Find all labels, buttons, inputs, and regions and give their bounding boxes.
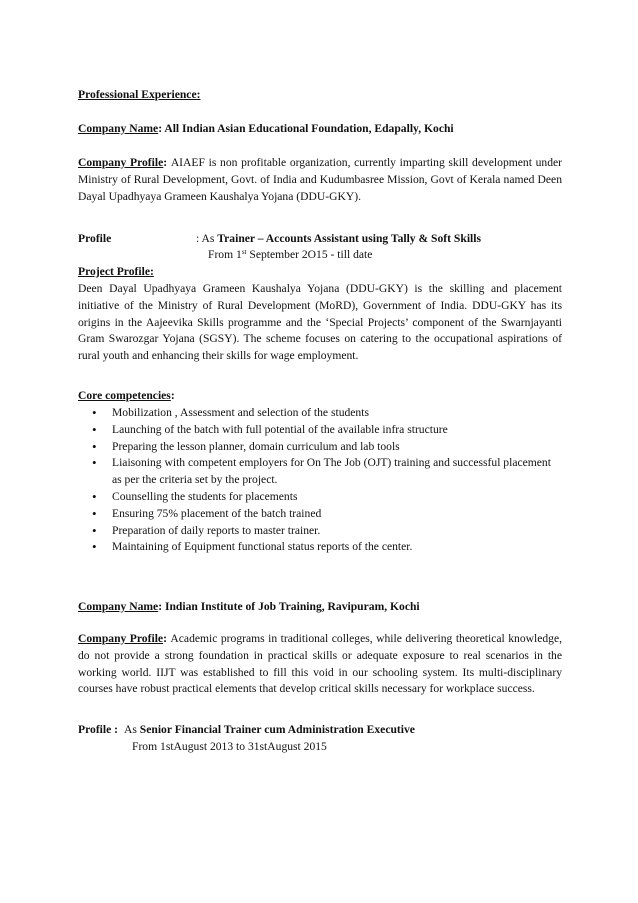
list-item: • Liaisoning with competent employers for On The Job (OJT) training and successful placement as per the criteria set by the project. <box>78 455 562 489</box>
list-item: • Preparation of daily reports to master trainer. <box>78 523 562 540</box>
job1-company-name: All Indian Asian Educational Foundation, Edapally, Kochi <box>164 122 454 135</box>
section-title: Professional Experience: <box>78 88 201 101</box>
job1-profile-role: Trainer – Accounts Assistant using Tally & Soft Skills <box>217 232 481 245</box>
job1-project-profile-text: Deen Dayal Upadhyaya Grameen Kaushalya Yojana (DDU-GKY) is the skilling and placement initiative of the Ministry of Rural Development (MoRD), Government of India. DDU-GKY has its origins in the Aajeevika Skills programme and the ‘Special Projects’ component of the Swarnjayanti Gram Swarozgar Yojana (SGSY). The scheme focuses on catering to the occupational aspirations of rural youth and enhancing their skills for wage employment. <box>78 282 562 363</box>
job1-company-line: Company Name: All Indian Asian Educational Foundation, Edapally, Kochi <box>78 122 454 135</box>
list-item: • Counselling the students for placements <box>78 489 562 506</box>
job1-project-profile-label: Project Profile: <box>78 265 154 278</box>
list-item: • Preparing the lesson planner, domain curriculum and lab tools <box>78 439 562 456</box>
job1-profile-line <box>78 231 562 248</box>
job2-date: From 1stAugust 2013 to 31stAugust 2015 <box>132 740 327 753</box>
job2-profile-prefix: As <box>124 723 137 736</box>
job2-company-label: Company Name <box>78 600 159 613</box>
job2-company-profile-label: Company Profile <box>78 632 164 645</box>
list-item: • Mobilization , Assessment and selection of the students <box>78 405 562 422</box>
job1-company-profile-label: Company Profile <box>78 156 164 169</box>
job1-company-profile-text: AIAEF is non profitable organization, currently imparting skill development under Ministry of Rural Development, Govt. of India and Kudumbasree Mission, Govt of Kerala named Deen Dayal Upadhyaya Grameen Kaushalya Yojana (DDU-GKY). <box>78 156 563 203</box>
list-item: • Maintaining of Equipment functional status reports of the center. <box>78 539 562 556</box>
job2-profile-role: Senior Financial Trainer cum Administration Executive <box>139 723 415 736</box>
list-item: • Launching of the batch with full potential of the available infra structure <box>78 422 562 439</box>
job1-profile-label: Profile <box>78 232 112 245</box>
job2-company-line: Company Name: Indian Institute of Job Training, Ravipuram, Kochi <box>78 600 420 613</box>
job1-core-list <box>78 405 562 556</box>
job1-company-profile: Company Profile: AIAEF is non profitable organization, currently imparting skill development under Ministry of Rural Development, Govt. of India and Kudumbasree Mission, Govt of Kerala named Deen Dayal Upadhyaya Grameen Kaushalya Yojana (DDU-GKY). <box>78 156 563 203</box>
job1-core-heading: Core competencies: <box>78 389 175 402</box>
job1-profile-prefix: : As <box>196 232 215 245</box>
job1-date: From 1st September 2O15 - till date <box>208 248 373 261</box>
job2-company-profile: Company Profile: Academic programs in traditional colleges, while delivering theoretical knowledge, do not provide a strong foundation in practical skills or adequate exposure to real scenarios in the working world. IIJT was established to fill this void in our schooling system. Its multi-disciplinary courses have robust practical elements that develop critical skills necessary for workplace success. <box>78 632 562 696</box>
job2-profile-label: Profile : <box>78 723 119 736</box>
job2-profile-line <box>78 722 562 739</box>
list-item: • Ensuring 75% placement of the batch trained <box>78 506 562 523</box>
job1-core-label: Core competencies <box>78 389 171 402</box>
job2-company-name: Indian Institute of Job Training, Ravipuram, Kochi <box>164 600 420 613</box>
job2-company-profile-text: Academic programs in traditional colleges, while delivering theoretical knowledge, do not provide a strong foundation in practical skills or adequate exposure to real scenarios in the working world. IIJT was established to fill this void in our schooling system. Its multi-disciplinary courses have robust practical elements that develop critical skills necessary for workplace success. <box>78 632 562 696</box>
job1-company-label: Company Name <box>78 122 159 135</box>
